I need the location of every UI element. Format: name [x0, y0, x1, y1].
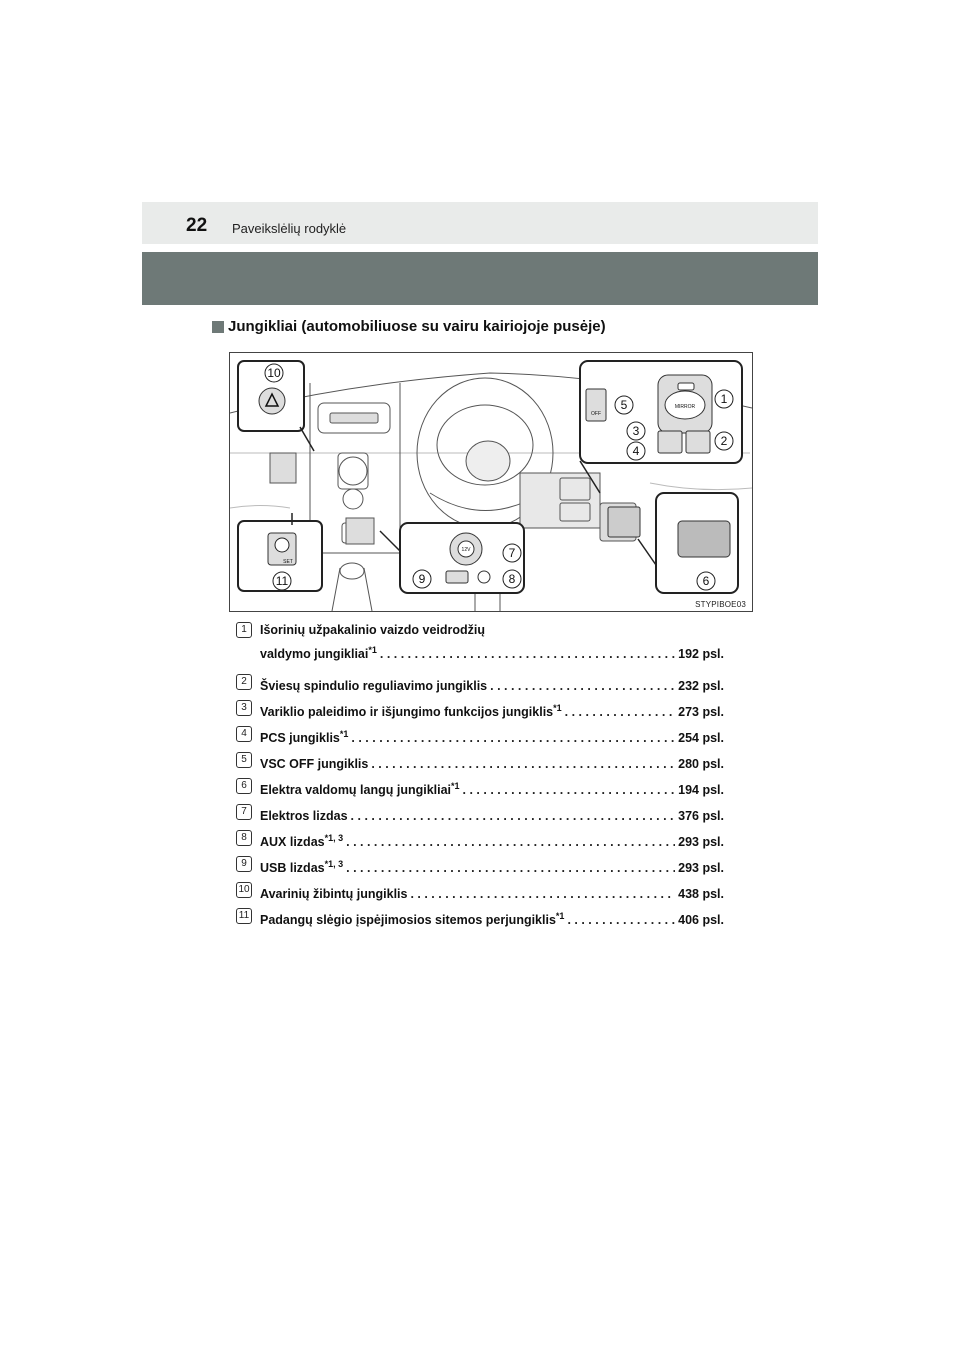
- label-set: SET: [283, 559, 293, 565]
- item-number: 3: [236, 700, 252, 716]
- list-item: [236, 802, 724, 828]
- item-number: 2: [236, 674, 252, 690]
- zoom-box-right: [580, 361, 742, 493]
- page-link[interactable]: 192 psl.: [678, 647, 724, 662]
- leader-dots: [371, 754, 675, 774]
- item-label: valdymo jungikliai$^{*1}$: [260, 645, 377, 662]
- page-link[interactable]: 293 psl.: [678, 835, 724, 850]
- item-label: Avarinių žibintų jungiklis: [260, 887, 408, 902]
- item-label: Šviesų spindulio reguliavimo jungiklis: [260, 679, 488, 694]
- page-link[interactable]: 438 psl.: [678, 887, 724, 902]
- page-link[interactable]: 293 psl.: [678, 861, 724, 876]
- callout-3: 3: [632, 424, 640, 438]
- label-off: OFF: [591, 411, 601, 417]
- callout-4: 4: [632, 444, 640, 458]
- callout-6: 6: [702, 574, 710, 588]
- item-label: Elektros lizdas: [260, 809, 348, 824]
- callout-2: 2: [720, 434, 728, 448]
- section-heading: [212, 318, 606, 335]
- item-label: AUX lizdas$^{*1, 3}$: [260, 833, 344, 850]
- leader-dots: [380, 644, 675, 664]
- item-label: PCS jungiklis$^{*1}$: [260, 729, 349, 746]
- page-link[interactable]: 280 psl.: [678, 757, 724, 772]
- item-label: Variklio paleidimo ir išjungimo funkcijos jungiklis$^{*1}$: [260, 703, 562, 720]
- item-number: 8: [236, 830, 252, 846]
- leader-dots: [346, 858, 675, 878]
- leader-dots: [351, 806, 676, 826]
- zoom-box-6: [608, 493, 738, 593]
- page-link[interactable]: 194 psl.: [678, 783, 724, 798]
- dashboard-figure: [229, 352, 753, 612]
- list-item: [236, 854, 724, 880]
- item-number: 10: [236, 882, 252, 898]
- page-link[interactable]: 273 psl.: [678, 705, 724, 720]
- label-mirror: MIRROR: [674, 404, 696, 410]
- page-link[interactable]: 376 psl.: [678, 809, 724, 824]
- callout-7: 7: [508, 546, 516, 560]
- item-number: 7: [236, 804, 252, 820]
- page-link[interactable]: 232 psl.: [678, 679, 724, 694]
- leader-dots: [565, 702, 675, 722]
- item-number: 5: [236, 752, 252, 768]
- list-item: [236, 906, 724, 932]
- callout-9: 9: [418, 572, 426, 586]
- section-title: Jungikliai (automobiliuose su vairu kairiojoje pusėje): [228, 318, 606, 335]
- page-number: 22: [186, 215, 208, 236]
- leader-dots: [463, 780, 676, 800]
- item-label: Padangų slėgio įspėjimosios sitemos perjungiklis$^{*1}$: [260, 911, 565, 928]
- item-label: VSC OFF jungiklis: [260, 757, 369, 772]
- page-link[interactable]: 254 psl.: [678, 731, 724, 746]
- label-12v: 12V: [461, 547, 471, 553]
- figure-code: STYPIBOE03: [695, 600, 746, 609]
- leader-dots: [410, 884, 675, 904]
- item-label: Išorinių užpakalinio vaizdo veidrodžių: [260, 623, 486, 637]
- list-item: [236, 828, 724, 854]
- list-item: [236, 672, 724, 698]
- list-item: [236, 750, 724, 776]
- leader-dots: [490, 676, 675, 696]
- item-label: USB lizdas$^{*1, 3}$: [260, 859, 344, 876]
- leader-dots: [346, 832, 675, 852]
- header-title: Paveikslėlių rodyklė: [232, 221, 347, 236]
- callout-5: 5: [620, 398, 628, 412]
- item-number: 11: [236, 908, 252, 924]
- switch-index-list: [236, 620, 724, 932]
- item-number: 1: [236, 622, 252, 638]
- item-number: 4: [236, 726, 252, 742]
- chapter-band: [142, 252, 818, 305]
- list-item: [236, 776, 724, 802]
- list-item: [236, 880, 724, 906]
- section-square-icon: [212, 321, 224, 333]
- leader-dots: [351, 728, 675, 748]
- page-link[interactable]: 406 psl.: [678, 913, 724, 928]
- list-item: [236, 724, 724, 750]
- item-number: 9: [236, 856, 252, 872]
- callout-10: 10: [267, 366, 281, 380]
- zoom-box-center: [380, 523, 524, 593]
- callout-8: 8: [508, 572, 516, 586]
- list-item: [236, 698, 724, 724]
- item-number: 6: [236, 778, 252, 794]
- list-item: [236, 620, 724, 672]
- dashboard-illustration: [230, 353, 752, 611]
- callout-1: 1: [720, 392, 728, 406]
- callout-11: 11: [275, 574, 289, 588]
- item-label: Elektra valdomų langų jungikliai$^{*1}$: [260, 781, 460, 798]
- leader-dots: [567, 910, 675, 930]
